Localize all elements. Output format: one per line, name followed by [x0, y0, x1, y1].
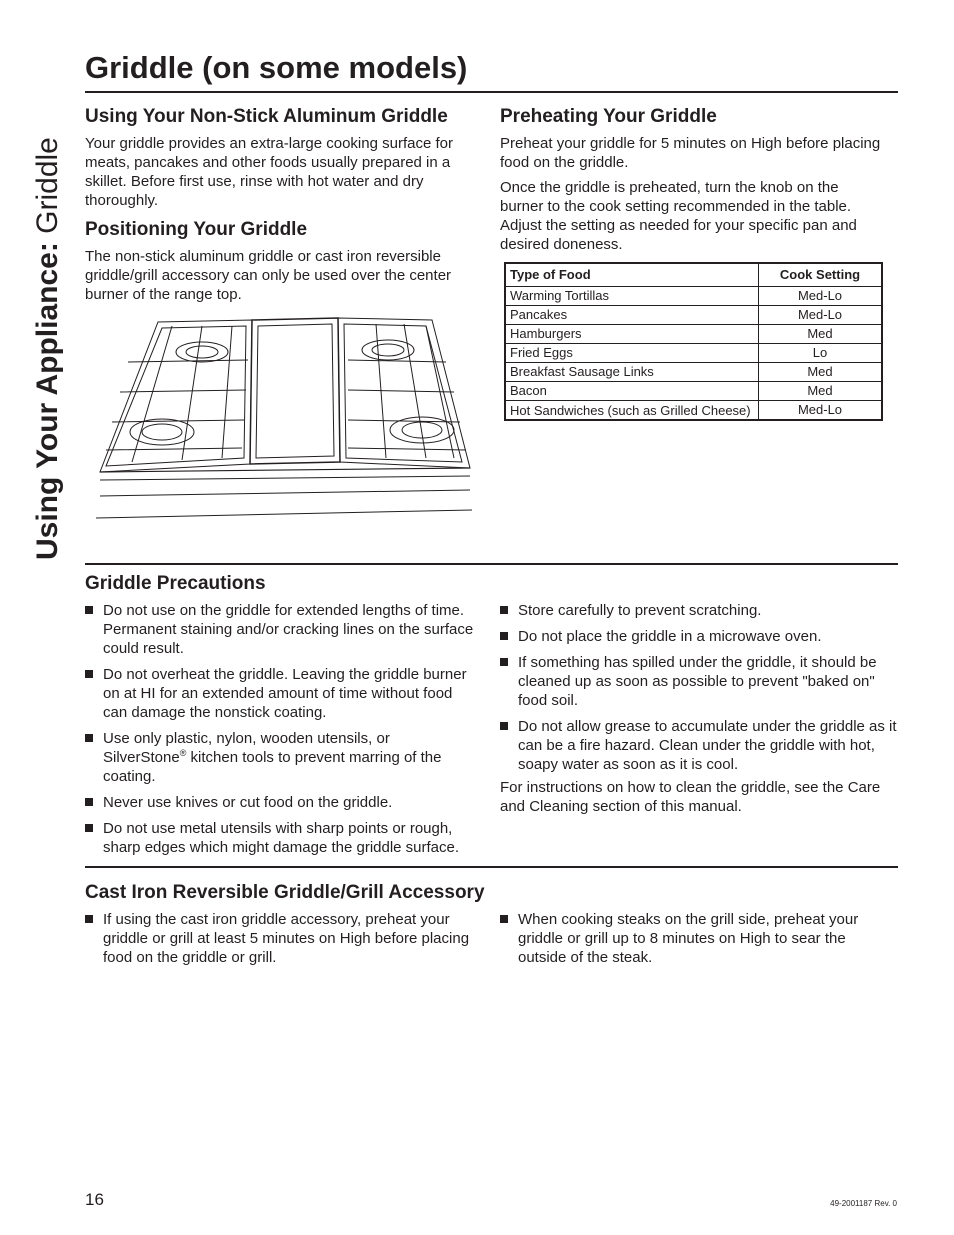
list-item-text: Do not use metal utensils with sharp points or rough, sharp edges which might damage the griddle surface.	[103, 820, 460, 856]
bullet-square-icon	[85, 915, 93, 923]
list-item	[500, 717, 898, 774]
positioning-body: The non-stick aluminum griddle or cast iron reversible griddle/grill accessory can only be used over the center burner of the range top.	[85, 248, 452, 303]
bullet-square-icon	[85, 734, 93, 742]
list-item-text: If using the cast iron griddle accessory, preheat your griddle or grill at least 5 minutes on High before placing food on the griddle or grill.	[103, 911, 470, 966]
bullet-square-icon	[500, 632, 508, 640]
food-cell: Breakfast Sausage Links	[505, 363, 759, 382]
list-item	[500, 910, 892, 967]
preheating-p2: Once the griddle is preheated, turn the knob on the burner to the cook setting recommended in the table. Adjust the setting as needed for your specific pan and desired doneness.	[500, 179, 857, 253]
precautions-closing: For instructions on how to clean the griddle, see the Care and Cleaning section of this manual.	[500, 779, 881, 815]
list-item	[85, 729, 477, 786]
table-header-row	[505, 263, 882, 287]
table-row	[505, 325, 882, 344]
precautions-heading: Griddle Precautions	[85, 573, 266, 594]
bullet-square-icon	[85, 824, 93, 832]
list-item-text: When cooking steaks on the grill side, preheat your griddle or grill up to 8 minutes on High to sear the outside of the steak.	[518, 911, 859, 966]
setting-cell: Med-Lo	[759, 287, 883, 306]
nonstick-body: Your griddle provides an extra-large cooking surface for meats, pancakes and other foods usually prepared in a skillet. Before first use, rinse with hot water and dry thoroughly.	[85, 135, 453, 209]
bullet-square-icon	[500, 606, 508, 614]
setting-cell: Med	[759, 363, 883, 382]
precautions-list-right	[500, 601, 898, 781]
bullet-square-icon	[500, 915, 508, 923]
list-item-text: Do not place the griddle in a microwave oven.	[518, 628, 822, 645]
list-item-text: Store carefully to prevent scratching.	[518, 602, 762, 619]
table-header-setting: Cook Setting	[759, 263, 883, 287]
utensils-text-post: kitchen tools to prevent marring of the coating.	[103, 749, 442, 785]
utensils-text-pre: Use only plastic, nylon, wooden utensils, or SilverStone	[103, 730, 390, 766]
cast-iron-rule	[85, 866, 898, 868]
cast-iron-list-right	[500, 910, 892, 974]
table-row	[505, 382, 882, 401]
list-item	[85, 819, 477, 857]
food-cell: Bacon	[505, 382, 759, 401]
nonstick-heading: Using Your Non-Stick Aluminum Griddle	[85, 106, 448, 127]
griddle-range-illustration	[92, 312, 474, 522]
side-tab-rest: Griddle	[31, 137, 64, 234]
list-item	[85, 910, 477, 967]
document-number: 49-2001187 Rev. 0	[830, 1199, 897, 1208]
table-row	[505, 401, 882, 421]
positioning-heading: Positioning Your Griddle	[85, 219, 308, 240]
table-header-food: Type of Food	[505, 263, 759, 287]
food-cell: Pancakes	[505, 306, 759, 325]
precautions-list-left	[85, 601, 477, 864]
preheating-p1: Preheat your griddle for 5 minutes on High before placing food on the griddle.	[500, 135, 881, 171]
precautions-rule	[85, 563, 898, 565]
bullet-square-icon	[85, 606, 93, 614]
table-row	[505, 344, 882, 363]
list-item-text: Do not use on the griddle for extended lengths of time. Permanent staining and/or cracking lines on the surface could result.	[103, 602, 474, 657]
cook-settings-table	[504, 262, 883, 421]
list-item	[500, 653, 898, 710]
food-cell: Fried Eggs	[505, 344, 759, 363]
setting-cell: Lo	[759, 344, 883, 363]
list-item	[85, 601, 477, 658]
table-row	[505, 363, 882, 382]
list-item	[500, 627, 898, 646]
table-row	[505, 287, 882, 306]
cast-iron-list-left	[85, 910, 477, 974]
cast-iron-heading: Cast Iron Reversible Griddle/Grill Accessory	[85, 882, 485, 903]
food-cell: Warming Tortillas	[505, 287, 759, 306]
bullet-square-icon	[500, 722, 508, 730]
bullet-square-icon	[85, 798, 93, 806]
setting-cell: Med-Lo	[759, 401, 883, 421]
bullet-square-icon	[85, 670, 93, 678]
list-item-text: Never use knives or cut food on the griddle.	[103, 794, 393, 811]
list-item	[500, 601, 898, 620]
food-cell: Hot Sandwiches (such as Grilled Cheese)	[505, 401, 759, 421]
setting-cell: Med-Lo	[759, 306, 883, 325]
table-row	[505, 306, 882, 325]
list-item	[85, 665, 477, 722]
section-side-tab	[28, 137, 68, 560]
preheating-heading: Preheating Your Griddle	[500, 106, 717, 127]
registered-mark: ®	[179, 748, 187, 758]
page-title: Griddle (on some models)	[85, 50, 468, 85]
setting-cell: Med	[759, 325, 883, 344]
page-number: 16	[85, 1190, 104, 1209]
title-rule	[85, 91, 898, 93]
food-cell: Hamburgers	[505, 325, 759, 344]
side-tab-bold: Using Your Appliance:	[31, 242, 64, 560]
list-item-text: Do not overheat the griddle. Leaving the griddle burner on at HI for an extended amount of time without food can damage the nonstick coating.	[103, 666, 467, 721]
list-item	[85, 793, 477, 812]
list-item-text: If something has spilled under the griddle, it should be cleaned up as soon as possible to prevent "baked on" food soil.	[518, 654, 877, 709]
bullet-square-icon	[500, 658, 508, 666]
setting-cell: Med	[759, 382, 883, 401]
list-item-text: Do not allow grease to accumulate under the griddle as it can be a fire hazard. Clean under the griddle with hot, soapy water as soon as it is cool.	[518, 718, 897, 773]
